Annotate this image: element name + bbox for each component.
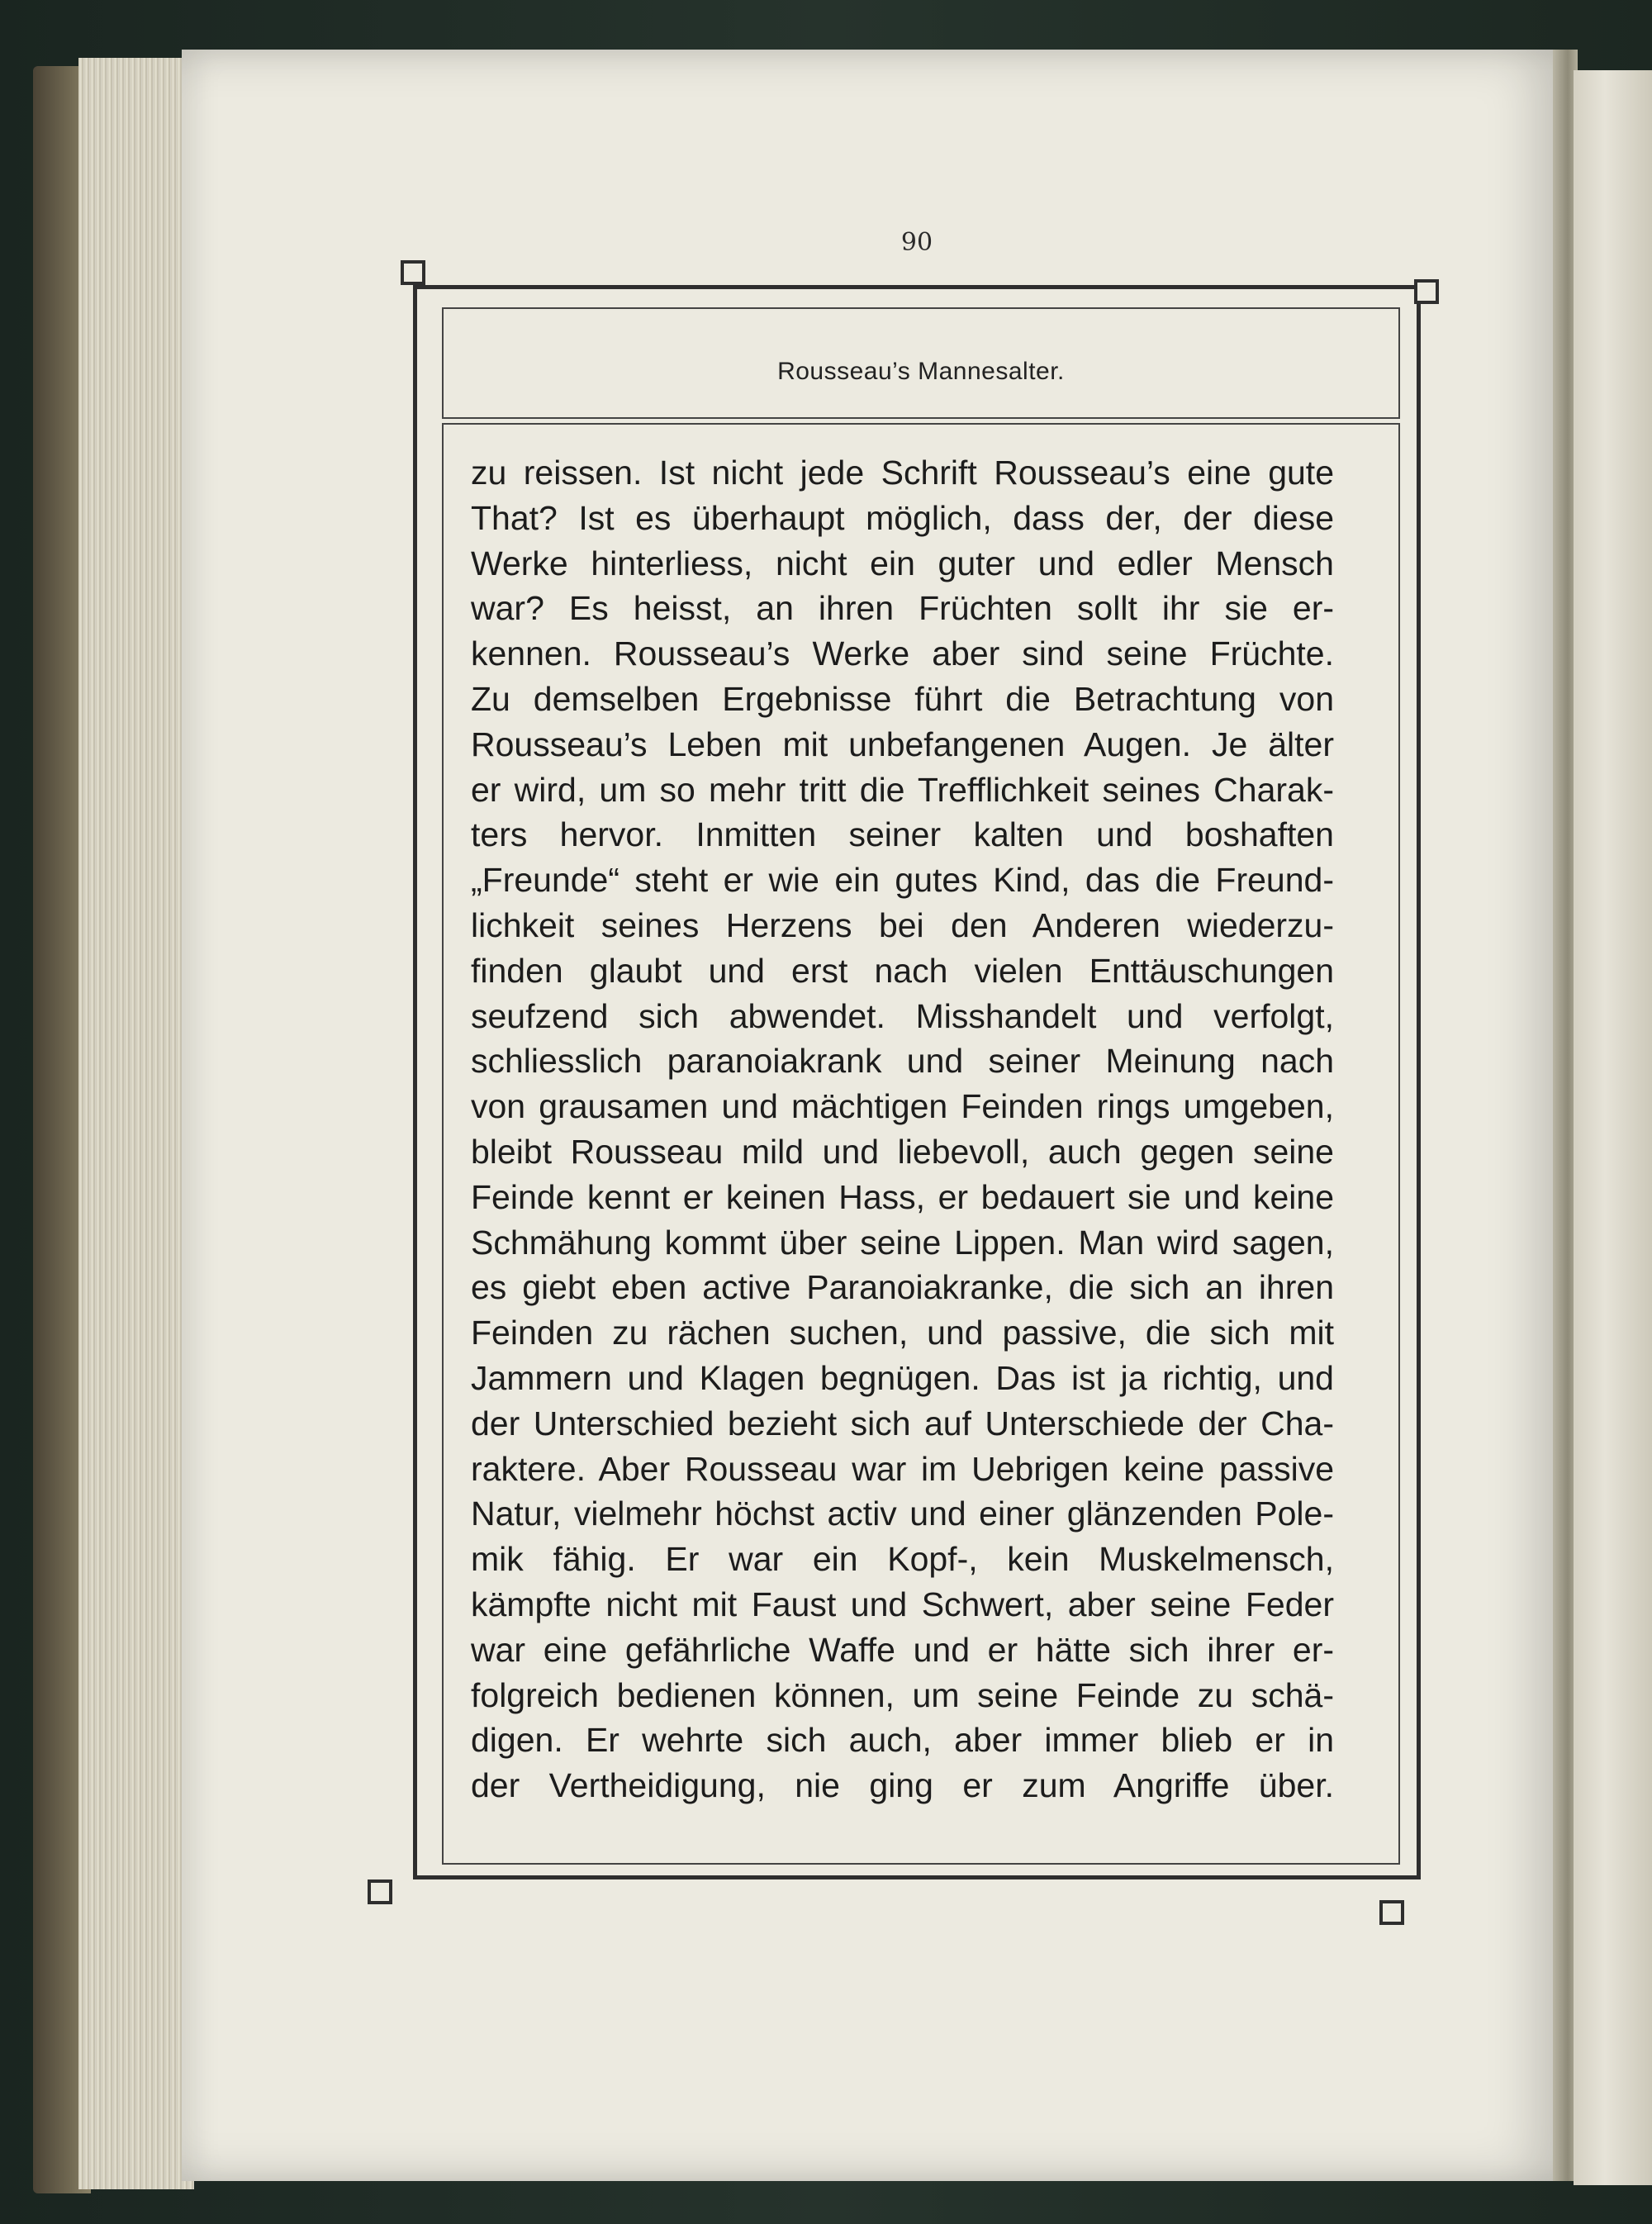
text-line: finden glaubt und erst nach vielen Enttäuschungen bbox=[471, 951, 1334, 990]
frame-corner-bottom-right bbox=[1379, 1900, 1404, 1925]
frame-corner-bottom-left bbox=[368, 1879, 392, 1904]
text-line: folgreich bedienen können, um seine Feinde zu schä- bbox=[471, 1675, 1334, 1714]
running-title: Rousseau’s Mannesalter. bbox=[777, 357, 1065, 385]
text-line: Zu demselben Ergebnisse führt die Betrachtung von bbox=[471, 679, 1334, 718]
text-line: war? Es heisst, an ihren Früchten sollt ihr sie er- bbox=[471, 589, 1334, 628]
frame-corner-top-right bbox=[1414, 279, 1439, 304]
text-line: Schmähung kommt über seine Lippen. Man wird sagen, bbox=[471, 1223, 1334, 1262]
running-header-box bbox=[442, 307, 1400, 419]
text-line: Feinden zu rächen suchen, und passive, die sich mit bbox=[471, 1314, 1334, 1352]
text-line: lichkeit seines Herzens bei den Anderen wiederzu- bbox=[471, 905, 1334, 944]
text-line: Feinde kennt er keinen Hass, er bedauert sie und keine bbox=[471, 1177, 1334, 1216]
text-line: „Freunde“ steht er wie ein gutes Kind, das die Freund- bbox=[471, 861, 1334, 900]
text-line: der Unterschied bezieht sich auf Unterschiede der Cha- bbox=[471, 1404, 1334, 1442]
text-line: schliesslich paranoiakrank und seiner Meinung nach bbox=[471, 1042, 1334, 1081]
text-line: raktere. Aber Rousseau war im Uebrigen keine passive bbox=[471, 1449, 1334, 1488]
page-edges bbox=[78, 58, 194, 2189]
text-line: Natur, vielmehr höchst activ und einer glänzenden Pole- bbox=[471, 1495, 1334, 1533]
frame-corner-top-left bbox=[401, 260, 425, 285]
text-line: war eine gefährliche Waffe und er hätte sich ihrer er- bbox=[471, 1630, 1334, 1669]
text-line: zu reissen. Ist nicht jede Schrift Rousseau’s eine gute bbox=[471, 454, 1334, 492]
text-line: es giebt eben active Paranoiakranke, die sich an ihren bbox=[471, 1268, 1334, 1307]
text-line: seufzend sich abwendet. Misshandelt und verfolgt, bbox=[471, 996, 1334, 1035]
text-line: mik fähig. Er war ein Kopf-, kein Muskelmensch, bbox=[471, 1540, 1334, 1579]
text-line: Jammern und Klagen begnügen. Das ist ja richtig, und bbox=[471, 1358, 1334, 1397]
text-line: er wird, um so mehr tritt die Trefflichkeit seines Charak- bbox=[471, 770, 1334, 809]
text-line: ters hervor. Inmitten seiner kalten und boshaften bbox=[471, 815, 1334, 854]
page-number: 90 bbox=[900, 228, 933, 257]
text-line: von grausamen und mächtigen Feinden rings umgeben, bbox=[471, 1087, 1334, 1126]
text-line: kämpfte nicht mit Faust und Schwert, aber seine Feder bbox=[471, 1585, 1334, 1623]
text-line: bleibt Rousseau mild und liebevoll, auch gegen seine bbox=[471, 1132, 1334, 1171]
text-line: That? Ist es überhaupt möglich, dass der, der diese bbox=[471, 498, 1334, 537]
body-text bbox=[471, 450, 1334, 1808]
text-line: Werke hinterliess, nicht ein guter und edler Mensch bbox=[471, 544, 1334, 582]
text-line: kennen. Rousseau’s Werke aber sind seine Früchte. bbox=[471, 634, 1334, 673]
text-line: digen. Er wehrte sich auch, aber immer blieb er in bbox=[471, 1721, 1334, 1760]
text-line: der Vertheidigung, nie ging er zum Angriffe über. bbox=[471, 1766, 1334, 1805]
text-line: Rousseau’s Leben mit unbefangenen Augen. Je älter bbox=[471, 725, 1334, 763]
facing-page-edge bbox=[1574, 70, 1652, 2185]
